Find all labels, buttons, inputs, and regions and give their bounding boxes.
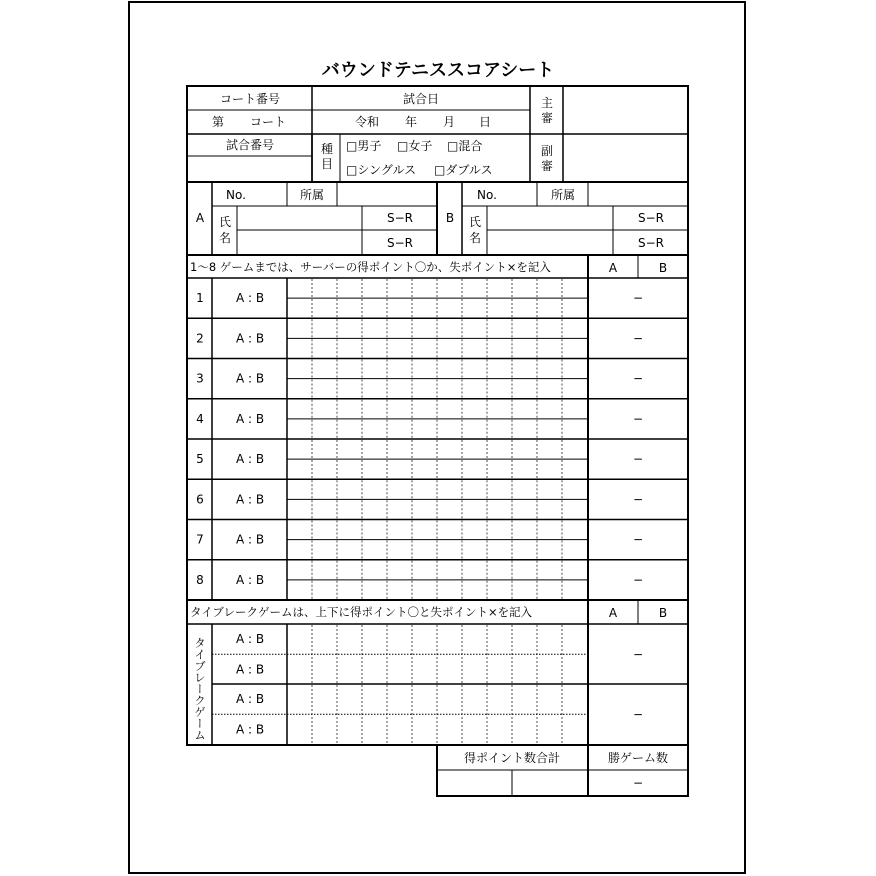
tiebreak-col-a: A xyxy=(608,606,618,620)
game-score-dash: − xyxy=(632,371,644,386)
teams-block xyxy=(187,182,688,255)
game-row xyxy=(196,279,643,317)
date-era: 令和 xyxy=(354,115,380,129)
tiebreak-block-row xyxy=(212,685,643,744)
event-doubles[interactable]: □ダブルス xyxy=(434,163,493,177)
game-number: 8 xyxy=(196,572,204,587)
games-block xyxy=(187,255,688,600)
games-rows xyxy=(187,279,688,599)
game-score-dash: − xyxy=(632,411,644,426)
court-court-label: コート xyxy=(249,115,287,129)
court-number-label: コート番号 xyxy=(219,92,281,106)
deputy-umpire-label-1: 副 xyxy=(540,144,554,158)
points-total-label: 得ポイント数合計 xyxy=(463,751,561,765)
tiebreak-ab-label: A : B xyxy=(235,662,265,677)
sheet-title: バウンドテニススコアシート xyxy=(321,60,555,81)
game-row xyxy=(187,479,688,518)
game-row xyxy=(187,359,688,398)
game-score-dash: − xyxy=(632,331,644,346)
tiebreak-score-dash: − xyxy=(632,707,644,722)
team-a-name-label-2: 名 xyxy=(218,231,232,245)
game-score-dash: − xyxy=(632,572,644,587)
event-mixed[interactable]: □混合 xyxy=(447,139,483,153)
team-b-affiliation-label: 所属 xyxy=(550,188,576,202)
game-ab-label: A : B xyxy=(235,411,265,426)
game-ab-label: A : B xyxy=(235,532,265,547)
game-ab-label: A : B xyxy=(235,452,265,467)
game-score-dash: − xyxy=(632,492,644,507)
match-date-label: 試合日 xyxy=(402,92,440,106)
game-ab-label: A : B xyxy=(235,291,265,306)
game-number: 7 xyxy=(196,532,204,547)
team-b-label: B xyxy=(445,211,455,225)
team-a-sr-1: S−R xyxy=(386,211,414,225)
games-instruction: 1～8 ゲームまでは、サーバーの得ポイント〇か、失ポイント×を記入 xyxy=(190,260,551,274)
game-score-dash: − xyxy=(632,532,644,547)
team-b-no-label: No. xyxy=(477,188,497,202)
tiebreak-ab-label: A : B xyxy=(235,692,265,707)
event-label-2: 目 xyxy=(320,157,334,171)
team-a-no-label: No. xyxy=(226,188,246,202)
games-won-dash: − xyxy=(632,776,644,790)
tiebreak-instruction: タイブレークゲームは、上下に得ポイント〇と失ポイント×を記入 xyxy=(190,605,533,619)
game-score-dash: − xyxy=(632,452,644,467)
chief-umpire-label-2: 審 xyxy=(540,111,554,125)
deputy-umpire-label-2: 審 xyxy=(540,159,554,173)
game-number: 5 xyxy=(196,452,204,467)
team-a-label: A xyxy=(195,211,205,225)
team-a-affiliation-label: 所属 xyxy=(299,188,325,202)
games-won-label: 勝ゲーム数 xyxy=(607,751,669,765)
team-b-sr-2: S−R xyxy=(637,236,665,250)
team-b-name-label-2: 名 xyxy=(468,231,482,245)
game-number: 3 xyxy=(196,371,204,386)
event-men[interactable]: □男子 xyxy=(346,139,382,153)
date-month: 月 xyxy=(442,115,456,129)
game-row xyxy=(187,399,688,438)
date-day: 日 xyxy=(478,115,492,129)
game-number: 4 xyxy=(196,411,204,426)
game-row xyxy=(187,439,688,478)
games-col-b: B xyxy=(658,261,668,275)
tiebreak-ab-label: A : B xyxy=(235,722,265,737)
tiebreak-ab-label: A : B xyxy=(235,632,265,647)
team-b-name-label-1: 氏 xyxy=(468,215,482,229)
date-year: 年 xyxy=(404,115,418,129)
games-col-a: A xyxy=(608,261,618,275)
chief-umpire-label-1: 主 xyxy=(540,96,554,110)
tiebreak-score-dash: − xyxy=(632,647,644,662)
game-ab-label: A : B xyxy=(235,371,265,386)
event-label-1: 種 xyxy=(320,142,334,156)
match-number-label: 試合番号 xyxy=(225,138,275,152)
game-ab-label: A : B xyxy=(235,331,265,346)
tiebreak-vertical-label: タイブレークゲーム xyxy=(193,637,207,741)
game-row xyxy=(187,318,688,357)
game-ab-label: A : B xyxy=(235,492,265,507)
event-women[interactable]: □女子 xyxy=(397,139,433,153)
game-number: 1 xyxy=(196,291,204,306)
game-score-dash: − xyxy=(632,291,644,306)
court-dai-label: 第 xyxy=(211,115,225,129)
team-b-sr-1: S−R xyxy=(637,211,665,225)
game-number: 6 xyxy=(196,492,204,507)
game-row xyxy=(187,560,688,599)
team-a-name-label-1: 氏 xyxy=(218,215,232,229)
team-a-sr-2: S−R xyxy=(386,236,414,250)
game-number: 2 xyxy=(196,331,204,346)
tiebreak-block-row xyxy=(212,625,643,684)
game-ab-label: A : B xyxy=(235,572,265,587)
event-singles[interactable]: □シングルス xyxy=(346,163,417,177)
game-row xyxy=(187,520,688,559)
tiebreak-col-b: B xyxy=(658,606,668,620)
